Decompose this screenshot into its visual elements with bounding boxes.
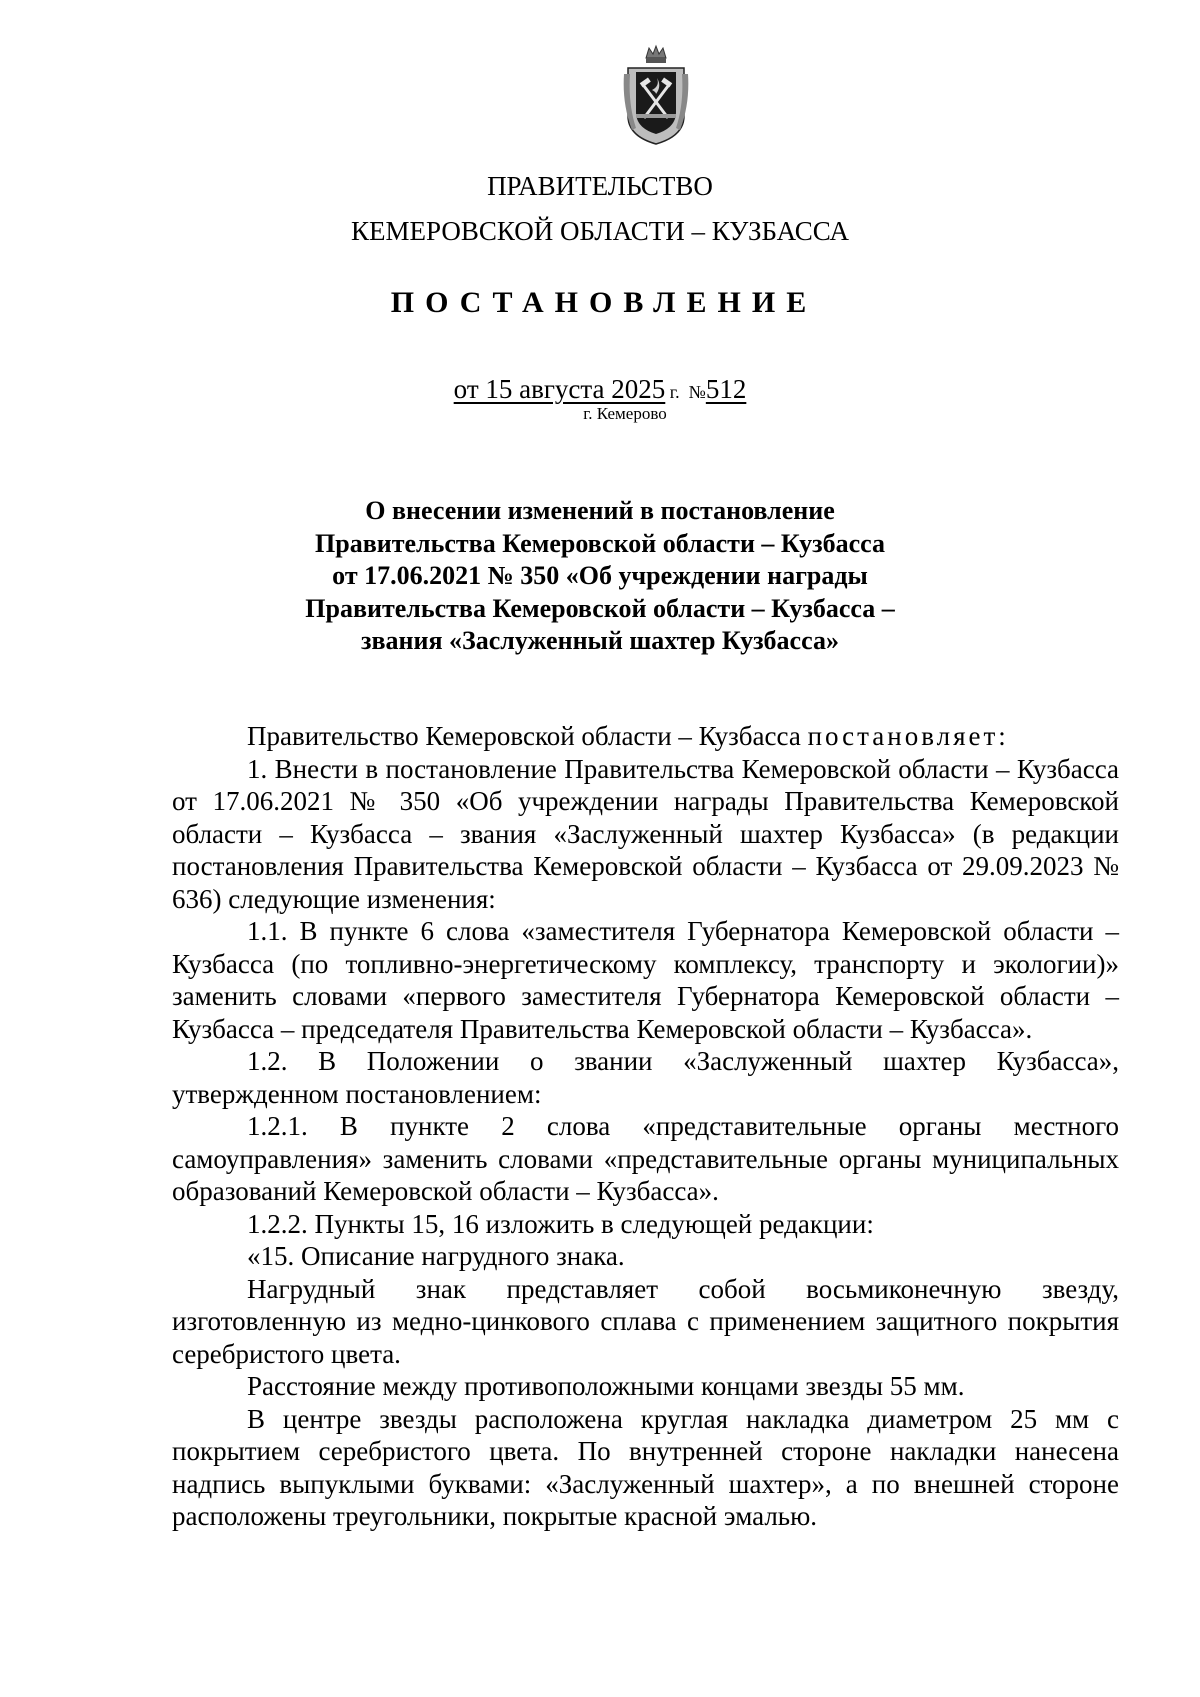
date-number-line — [0, 373, 1200, 408]
paragraph-1-2-2: 1.2.2. Пункты 15, 16 изложить в следующей редакции: — [247, 1208, 874, 1239]
paragraph-15-title: «15. Описание нагрудного знака. — [247, 1241, 625, 1271]
paragraph-1: 1. Внести в постановление Правительства Кемеровской области – Кузбасса от 17.06.2021 № 350 «Об учреждении награды Правительства Кемеровской области – Кузбасса – звания «Заслуженный шахтер Кузбасса» (в редакции постановления Правительства Кемеровской области – Кузбасса от 29.09.2023 № 636) следующие изменения: — [172, 753, 1119, 914]
city: г. Кемерово — [583, 404, 667, 423]
document-date: от 15 августа 2025 — [453, 374, 666, 404]
title-line: Правительства Кемеровской области – Кузбасса — [315, 528, 885, 558]
intro-decree-word: постановляет: — [807, 721, 1009, 751]
number-sign: № — [688, 382, 706, 402]
intro-paragraph — [172, 720, 1119, 753]
title-line: Правительства Кемеровской области – Кузбасса – — [305, 593, 895, 623]
paragraph-1-2: 1.2. В Положении о звании «Заслуженный шахтер Кузбасса», утвержденном постановлением: — [172, 1046, 1119, 1109]
title-line: звания «Заслуженный шахтер Кузбасса» — [361, 626, 839, 655]
document-title — [0, 495, 1200, 658]
intro-text: Правительство Кемеровской области – Кузбасса — [247, 721, 801, 751]
document-number: 512 — [705, 374, 747, 404]
organization-name-line-1: ПРАВИТЕЛЬСТВО — [487, 171, 713, 201]
paragraph-15-c: В центре звезды расположена круглая накладка диаметром 25 мм с покрытием серебристого цвета. По внутренней стороне накладки нанесена надпись выпуклыми буквами: «Заслуженный шахтер», а по внешней стороне расположены треугольники, покрытые красной эмалью. — [172, 1403, 1119, 1531]
document-type: ПОСТАНОВЛЕНИЕ — [390, 286, 818, 319]
paragraph-1-2-1: 1.2.1. В пункте 2 слова «представительные органы местного самоуправления» заменить словами «представительные органы муниципальных образований Кемеровской области – Кузбасса». — [172, 1111, 1119, 1206]
paragraph-15-b: Расстояние между противоположными концами звезды 55 мм. — [247, 1371, 965, 1401]
title-line: О внесении изменений в постановление — [365, 496, 835, 525]
paragraph-15-a: Нагрудный знак представляет собой восьмиконечную звезду, изготовленную из медно-цинкового сплава с применением защитного покрытия серебристого цвета. — [172, 1273, 1119, 1369]
coat-of-arms-icon — [622, 44, 690, 148]
paragraph-1-1: 1.1. В пункте 6 слова «заместителя Губернатора Кемеровской области – Кузбасса (по топливно-энергетическому комплексу, транспорту и экологии)» заменить словами «первого заместителя Губернатора Кемеровской области – Кузбасса – председателя Правительства Кемеровской области – Кузбасса». — [172, 916, 1119, 1044]
title-line: от 17.06.2021 № 350 «Об учреждении награды — [332, 561, 868, 590]
year-suffix: г. — [669, 382, 680, 402]
document-body — [172, 720, 1119, 1533]
organization-name-line-2: КЕМЕРОВСКОЙ ОБЛАСТИ – КУЗБАССА — [351, 216, 849, 246]
